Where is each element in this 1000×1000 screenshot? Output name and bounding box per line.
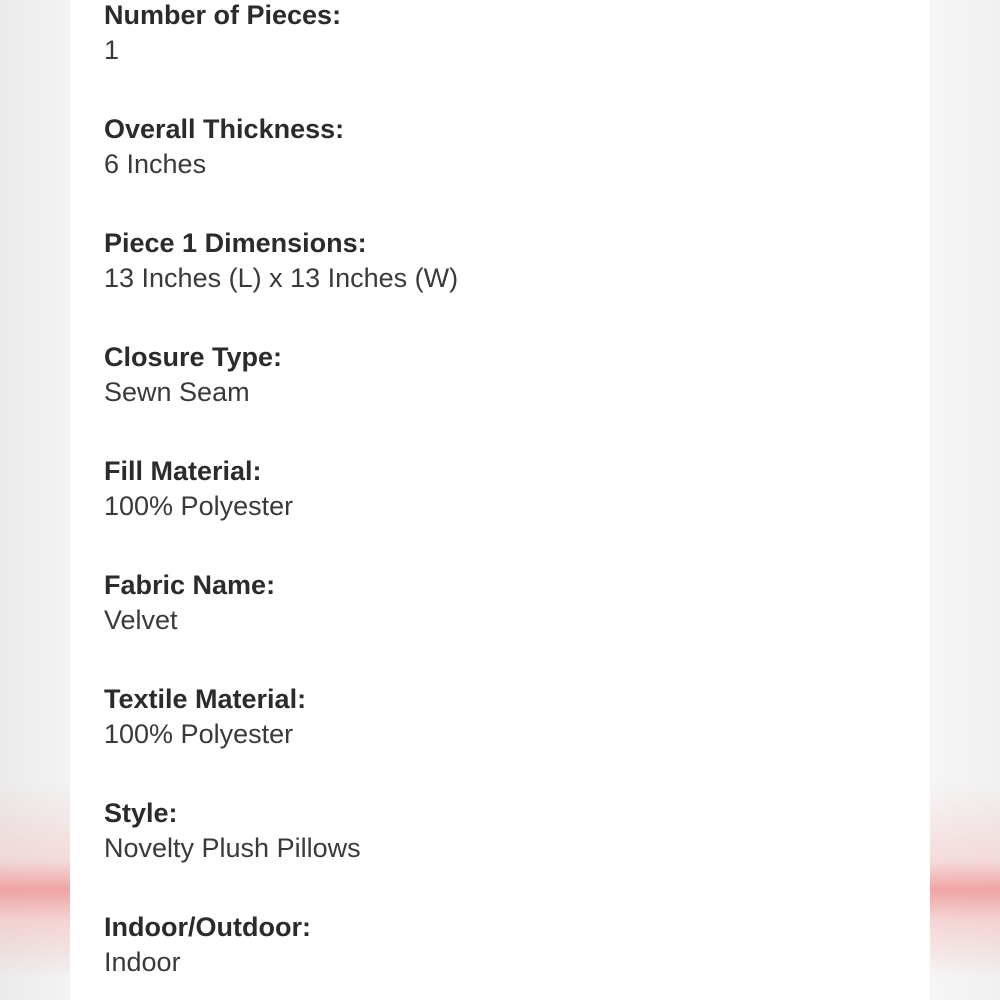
background-right — [930, 0, 1000, 1000]
spec-label: Closure Type: — [104, 342, 283, 372]
spec-value: Velvet — [104, 605, 178, 635]
spec-value: Sewn Seam — [104, 377, 250, 407]
background-left — [0, 0, 70, 1000]
spec-value: Indoor — [104, 947, 181, 977]
spec-label: Fill Material: — [104, 456, 262, 486]
spec-label: Number of Pieces: — [104, 0, 342, 30]
spec-textile-material — [104, 684, 904, 764]
spec-label: Style: — [104, 798, 178, 828]
spec-value: 6 Inches — [104, 149, 207, 179]
spec-overall-thickness — [104, 114, 904, 194]
spec-label: Overall Thickness: — [104, 114, 345, 144]
spec-style — [104, 798, 904, 878]
spec-value: 100% Polyester — [104, 719, 294, 749]
spec-value: 100% Polyester — [104, 491, 294, 521]
spec-label: Indoor/Outdoor: — [104, 912, 311, 942]
spec-label: Piece 1 Dimensions: — [104, 228, 367, 258]
spec-number-of-pieces — [104, 0, 904, 80]
spec-closure-type — [104, 342, 904, 422]
specifications-panel — [70, 0, 930, 1000]
spec-value: 1 — [104, 35, 120, 65]
spec-label: Textile Material: — [104, 684, 307, 714]
spec-label: Fabric Name: — [104, 570, 276, 600]
spec-fabric-name — [104, 570, 904, 650]
spec-piece-1-dimensions — [104, 228, 904, 308]
spec-fill-material — [104, 456, 904, 536]
spec-indoor-outdoor — [104, 912, 904, 992]
spec-value: 13 Inches (L) x 13 Inches (W) — [104, 263, 459, 293]
spec-value: Novelty Plush Pillows — [104, 833, 361, 863]
